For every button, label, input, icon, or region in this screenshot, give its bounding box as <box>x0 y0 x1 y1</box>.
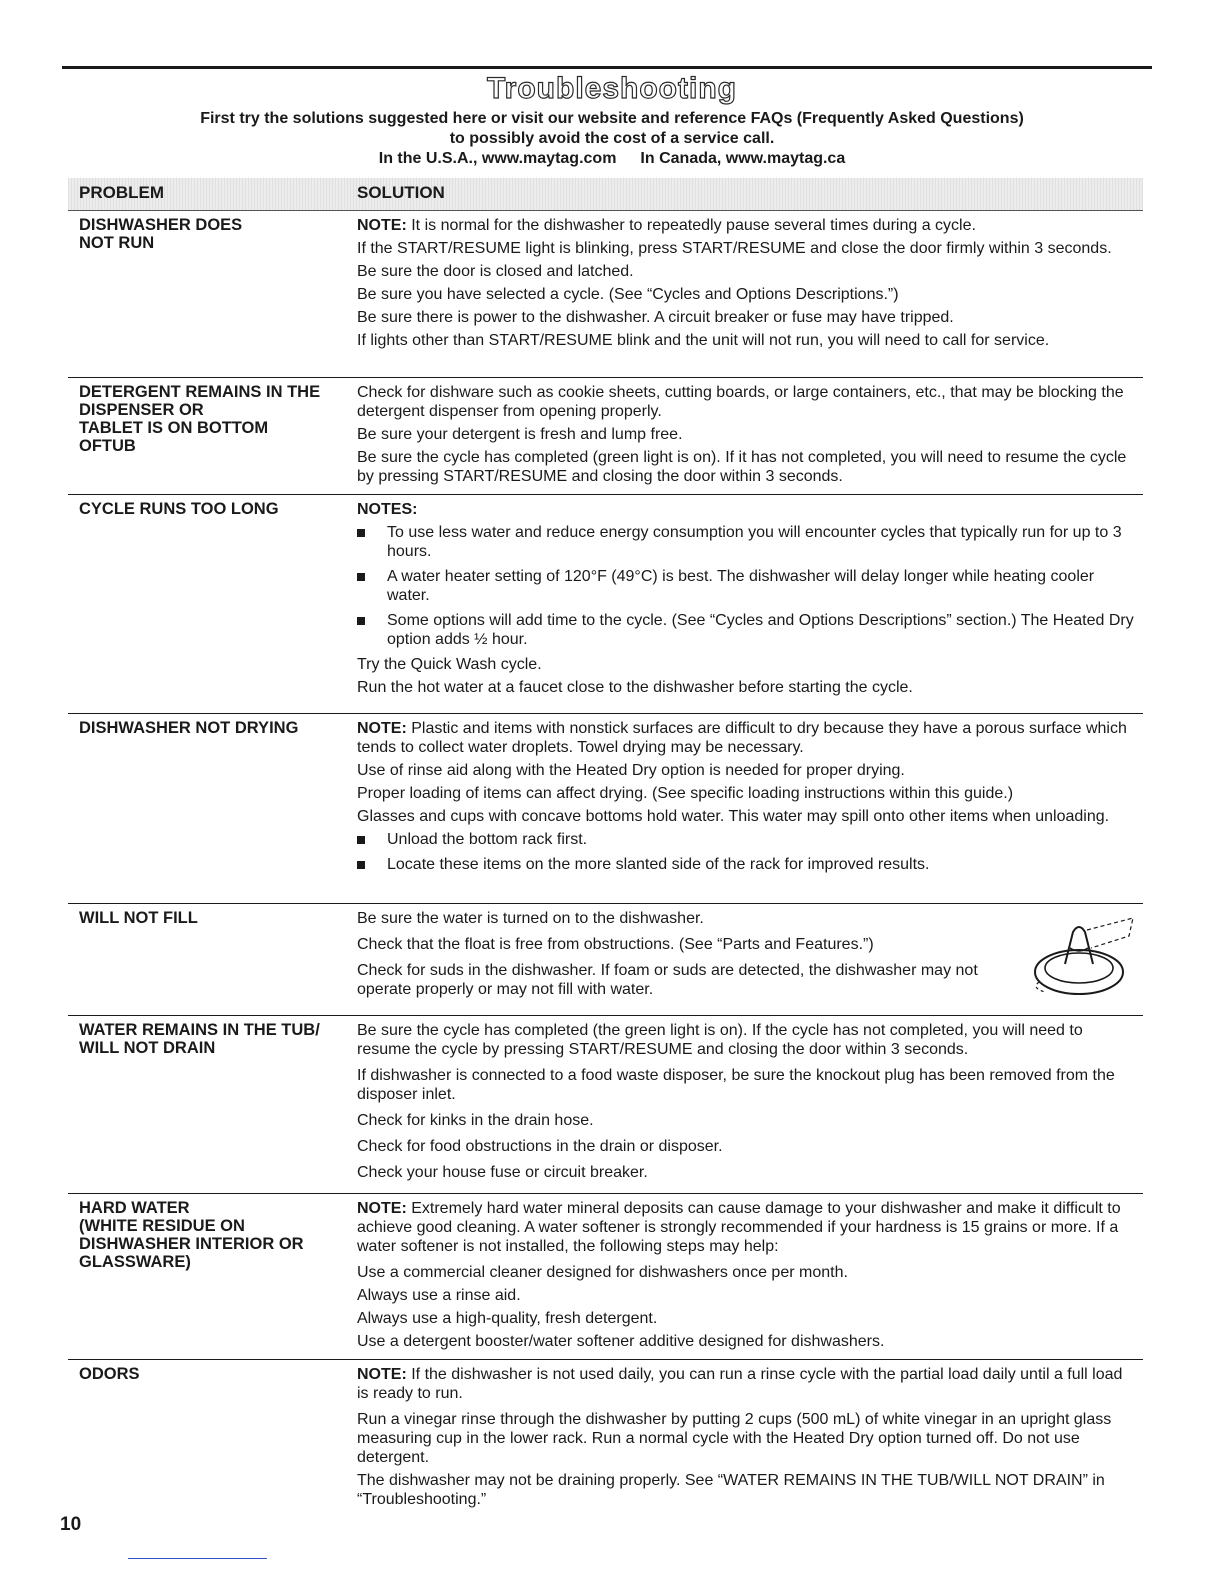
solution-cell <box>357 1021 1137 1186</box>
intro-line-1: First try the solutions suggested here or visit our website and reference FAQs (Frequently Asked Questions) <box>200 110 1024 127</box>
solution-item: Be sure the cycle has completed (the green light is on). If the cycle has not completed, you will need to resume the cycle by pressing START/RESUME and closing the door within 3 seconds. <box>357 1022 1083 1058</box>
intro-websites <box>100 149 1124 169</box>
note-label: NOTE: <box>357 720 407 737</box>
solution-cell <box>357 383 1137 490</box>
problem-text: NOT RUN <box>79 234 155 252</box>
bullet-item: Some options will add time to the cycle. (See “Cycles and Options Descriptions” section.) The Heated Dry option adds ½ hour. <box>357 611 1137 649</box>
canada-website[interactable]: In Canada, www.maytag.ca <box>640 150 846 167</box>
solution-item: Glasses and cups with concave bottoms hold water. This water may spill onto other items when unloading. <box>357 808 1110 825</box>
table-row <box>68 377 1143 494</box>
solution-item: Use a detergent booster/water softener additive designed for dishwashers. <box>357 1333 885 1350</box>
float-illustration-icon <box>1021 914 1139 1000</box>
solution-item <box>357 1365 1137 1403</box>
problem-text: DISHWASHER INTERIOR OR <box>79 1235 304 1253</box>
note-label: NOTE: <box>357 1200 407 1217</box>
solution-cell <box>357 1365 1137 1513</box>
table-row <box>68 494 1143 713</box>
bullet-item: Locate these items on the more slanted side of the rack for improved results. <box>357 855 1137 874</box>
solution-item: Run a vinegar rinse through the dishwasher by putting 2 cups (500 mL) of white vinegar in an upright glass measuring cup in the lower rack. Run a normal cycle with the Heated Dry option turned off. Do not use detergent. <box>357 1411 1112 1466</box>
intro-line-2: to possibly avoid the cost of a service call. <box>449 130 775 147</box>
solution-item: Check for dishware such as cookie sheets, cutting boards, or large containers, etc., that may be blocking the detergent dispenser from opening properly. <box>357 384 1124 420</box>
solution-item: If the START/RESUME light is blinking, press START/RESUME and close the door firmly within 3 seconds. <box>357 240 1112 257</box>
problem-cell <box>79 383 351 455</box>
problem-cell <box>79 1365 351 1383</box>
table-row <box>68 211 1143 376</box>
problem-text: GLASSWARE) <box>79 1253 191 1271</box>
problem-text: DISHWASHER NOT DRYING <box>79 719 299 737</box>
solution-item: If lights other than START/RESUME blink and the unit will not run, you will need to call for service. <box>357 332 1050 349</box>
solution-item: Check your house fuse or circuit breaker. <box>357 1164 648 1181</box>
solution-item: The dishwasher may not be draining properly. See “WATER REMAINS IN THE TUB/WILL NOT DRAIN” in “Troubleshooting.” <box>357 1472 1105 1508</box>
solution-item: Be sure the cycle has completed (green light is on). If it has not completed, you will need to resume the cycle by pressing START/RESUME and closing the door within 3 seconds. <box>357 449 1127 485</box>
solution-item: Be sure the door is closed and latched. <box>357 263 634 280</box>
solution-item: If dishwasher is connected to a food waste disposer, be sure the knockout plug has been removed from the disposer inlet. <box>357 1067 1115 1103</box>
problem-cell <box>79 1199 351 1271</box>
solution-item: Be sure there is power to the dishwasher. A circuit breaker or fuse may have tripped. <box>357 309 954 326</box>
solution-item <box>357 1199 1137 1256</box>
table-row <box>68 1359 1143 1516</box>
problem-text: WATER REMAINS IN THE TUB/ <box>79 1021 320 1039</box>
solution-item: Check for suds in the dishwasher. If foam or suds are detected, the dishwasher may not operate properly or may not fill with water. <box>357 962 978 998</box>
solution-cell <box>357 909 997 1003</box>
solution-item: Check for food obstructions in the drain or disposer. <box>357 1138 723 1155</box>
solution-item: Proper loading of items can affect drying. (See specific loading instructions within this guide.) <box>357 785 1014 802</box>
problem-text: HARD WATER <box>79 1199 190 1217</box>
bullet-item: Unload the bottom rack first. <box>357 830 1137 849</box>
problem-cell <box>79 500 351 518</box>
usa-website[interactable]: In the U.S.A., www.maytag.com <box>378 150 617 167</box>
solution-item: Check for kinks in the drain hose. <box>357 1112 594 1129</box>
solution-column-header: SOLUTION <box>357 183 445 202</box>
note-label: NOTE: <box>357 1366 407 1383</box>
solution-text: It is normal for the dishwasher to repeatedly pause several times during a cycle. <box>406 217 976 234</box>
bullet-item: A water heater setting of 120°F (49°C) is best. The dishwasher will delay longer while heating cooler water. <box>357 567 1137 605</box>
problem-text: ODORS <box>79 1365 140 1383</box>
problem-cell <box>79 216 351 252</box>
solution-item: Always use a high-quality, fresh detergent. <box>357 1310 658 1327</box>
bullet-item: To use less water and reduce energy consumption you will encounter cycles that typically run for up to 3 hours. <box>357 523 1137 561</box>
problem-text: WILL NOT FILL <box>79 909 198 927</box>
top-rule <box>62 66 1152 69</box>
page-title: Troubleshooting <box>487 72 737 105</box>
problem-text: DISHWASHER DOES <box>79 216 243 234</box>
problem-cell <box>79 909 351 927</box>
problem-text: DETERGENT REMAINS IN THE <box>79 383 321 401</box>
solution-text: Plastic and items with nonstick surfaces are difficult to dry because they have a porous surface which tends to collect water droplets. Towel drying may be necessary. <box>357 720 1127 756</box>
page-number: 10 <box>60 1514 82 1535</box>
solution-item <box>357 719 1137 757</box>
solution-text: Extremely hard water mineral deposits can cause damage to your dishwasher and make it difficult to achieve good cleaning. A water softener is strongly recommended if your hardness is 15 grains or more. If a water softener is not installed, the following steps may help: <box>357 1200 1121 1255</box>
table-row <box>68 903 1143 1015</box>
solution-item <box>357 216 1137 235</box>
solution-item: Check that the float is free from obstructions. (See “Parts and Features.”) <box>357 936 874 953</box>
solution-item: Be sure the water is turned on to the dishwasher. <box>357 910 704 927</box>
problem-cell <box>79 719 351 737</box>
solution-cell <box>357 719 1137 880</box>
solution-item: Always use a rinse aid. <box>357 1287 521 1304</box>
solution-item: Use a commercial cleaner designed for dishwashers once per month. <box>357 1264 848 1281</box>
solution-item: Use of rinse aid along with the Heated Dry option is needed for proper drying. <box>357 762 905 779</box>
problem-text: OFTUB <box>79 437 136 455</box>
solution-item: Run the hot water at a faucet close to the dishwasher before starting the cycle. <box>357 679 913 696</box>
footer-link-underline[interactable] <box>128 1558 267 1559</box>
solution-item: Be sure your detergent is fresh and lump free. <box>357 426 683 443</box>
solution-item: Try the Quick Wash cycle. <box>357 656 542 673</box>
solution-cell <box>357 216 1137 354</box>
table-header <box>68 178 1143 211</box>
note-label: NOTE: <box>357 217 407 234</box>
intro <box>100 109 1124 169</box>
notes-label: NOTES: <box>357 501 418 518</box>
problem-text: DISPENSER OR <box>79 401 204 419</box>
problem-text: TABLET IS ON BOTTOM <box>79 419 269 437</box>
table-row <box>68 713 1143 903</box>
problem-text: (WHITE RESIDUE ON <box>79 1217 245 1235</box>
solution-cell <box>357 1199 1137 1355</box>
solution-text: If the dishwasher is not used daily, you can run a rinse cycle with the partial load daily until a full load is ready to run. <box>357 1366 1123 1402</box>
table-row <box>68 1015 1143 1193</box>
problem-text: WILL NOT DRAIN <box>79 1039 216 1057</box>
problem-text: CYCLE RUNS TOO LONG <box>79 500 279 518</box>
problem-column-header: PROBLEM <box>79 183 164 202</box>
table-row <box>68 1193 1143 1359</box>
solution-item <box>357 500 1137 519</box>
solution-item: Be sure you have selected a cycle. (See “Cycles and Options Descriptions.”) <box>357 286 899 303</box>
problem-cell <box>79 1021 351 1057</box>
solution-cell <box>357 500 1137 701</box>
